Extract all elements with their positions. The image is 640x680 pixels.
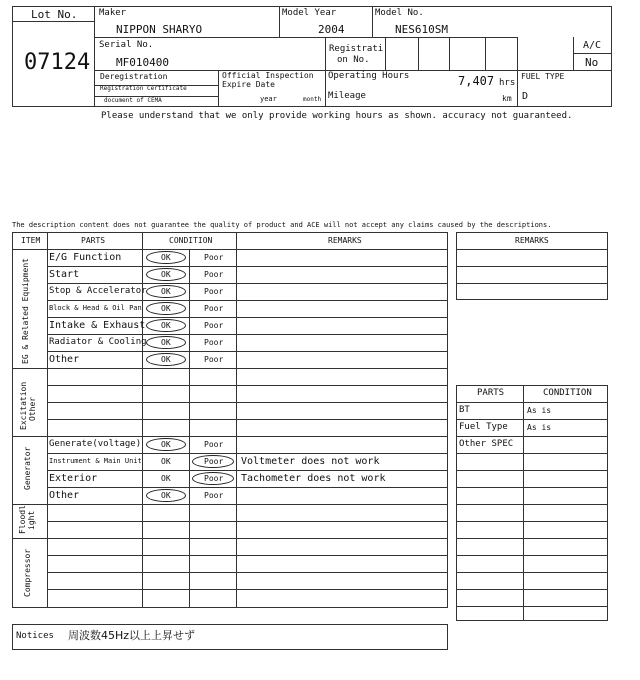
col-condition-header: CONDITION: [169, 236, 213, 245]
notices-text: 周波数45Hz以上上昇せず: [68, 629, 196, 642]
col-item-header: ITEM: [21, 236, 41, 245]
condition-poor-option: Poor: [204, 355, 224, 364]
disclaimer-text: The description content does not guarantee the quality of product and ACE will not accept any claims caused by the descriptions.: [12, 221, 552, 229]
condition-poor-option: Poor: [204, 270, 224, 279]
mileage-label: Mileage: [328, 91, 366, 101]
col-remarks-header: REMARKS: [328, 236, 362, 245]
row-part-label: Block & Head & Oil Pan: [49, 304, 142, 312]
ok-selected-circle: [146, 285, 186, 298]
model-year-value: 2004: [318, 23, 345, 36]
ok-selected-circle: [146, 489, 186, 502]
registration-certificate-label: Registration Certificate: [100, 85, 187, 92]
ok-selected-circle: [146, 302, 186, 315]
poor-selected-circle: [192, 455, 234, 468]
ok-selected-circle: [146, 353, 186, 366]
spec-condition-value: As is: [527, 406, 552, 415]
deregistration-label: Deregistration: [100, 72, 168, 81]
row-part-label: E/G Function: [49, 251, 122, 263]
notices-label: Notices: [16, 631, 54, 641]
spec-part-label: BT: [459, 405, 470, 415]
operating-hours-label: Operating Hours: [328, 71, 410, 81]
month-label: month: [303, 96, 322, 103]
group-excitation-label-2: Other: [28, 396, 37, 421]
poor-selected-circle: [192, 472, 234, 485]
lot-label: Lot No.: [31, 8, 78, 21]
spec-condition-value: As is: [527, 423, 552, 432]
condition-ok-option: OK: [161, 270, 171, 279]
model-no-label: Model No.: [375, 8, 424, 18]
group-generator-label: Generator: [23, 446, 32, 490]
model-year-label: Model Year: [282, 8, 337, 18]
maker-value: NIPPON SHARYO: [116, 23, 203, 36]
condition-ok-option: OK: [161, 491, 171, 500]
condition-poor-option: Poor: [204, 253, 224, 262]
condition-poor-option: Poor: [204, 321, 224, 330]
condition-poor-option: Poor: [204, 457, 224, 466]
year-label: year: [260, 95, 277, 103]
condition-ok-option: OK: [161, 287, 171, 296]
serial-label: Serial No.: [99, 40, 154, 50]
operating-hours-value: 7,407: [458, 74, 495, 88]
condition-ok-option: OK: [161, 304, 171, 313]
row-part-label: Exterior: [49, 472, 98, 484]
registration-label-2: on No.: [337, 55, 370, 65]
condition-ok-option: OK: [161, 253, 171, 262]
ok-selected-circle: [146, 319, 186, 332]
condition-poor-option: Poor: [204, 338, 224, 347]
fuel-type-label: FUEL TYPE: [521, 72, 565, 81]
condition-poor-option: Poor: [204, 440, 224, 449]
condition-poor-option: Poor: [204, 491, 224, 500]
condition-poor-option: Poor: [204, 474, 224, 483]
cema-label: document of CEMA: [104, 97, 162, 104]
right-remarks-header: REMARKS: [515, 236, 549, 245]
serial-value: MF010400: [116, 56, 169, 69]
group-excitation-label: Excitation: [19, 381, 28, 430]
registration-label: Registrati: [329, 44, 384, 54]
group-compressor-label: Compressor: [23, 548, 32, 597]
group-floodlight-label-2: ight: [27, 510, 36, 530]
working-hours-note: Please understand that we only provide working hours as shown. accuracy not guaranteed.: [101, 111, 573, 121]
mileage-unit: km: [502, 94, 512, 103]
ac-value: No: [585, 56, 599, 69]
ok-selected-circle: [146, 268, 186, 281]
right-parts-header: PARTS: [477, 388, 505, 398]
row-part-label: Intake & Exhaust: [49, 319, 146, 331]
condition-poor-option: Poor: [204, 287, 224, 296]
row-part-label: Radiator & Cooling: [49, 337, 147, 347]
group-floodlight-label: Floodl: [18, 505, 27, 534]
condition-poor-option: Poor: [204, 304, 224, 313]
col-parts-header: PARTS: [81, 236, 106, 245]
spec-box: [456, 385, 608, 621]
row-part-label: Instrument & Main Unit: [49, 457, 142, 465]
condition-ok-option: OK: [161, 338, 171, 347]
lot-number: 07124: [24, 50, 91, 75]
row-part-label: Other: [49, 353, 80, 365]
row-remark: Tachometer does not work: [241, 473, 386, 484]
group-eg-label: EG & Related Equipment: [21, 258, 30, 364]
row-part-label: Other: [49, 489, 80, 501]
condition-ok-option: OK: [161, 457, 171, 466]
row-remark: Voltmeter does not work: [241, 456, 380, 467]
fuel-type-value: D: [522, 91, 529, 102]
row-part-label: Stop & Accelerator: [49, 286, 147, 296]
condition-ok-option: OK: [161, 321, 171, 330]
model-no-value: NES610SM: [395, 23, 448, 36]
ok-selected-circle: [146, 251, 186, 264]
ac-label: A/C: [583, 40, 602, 51]
inspection-label-2: Expire Date: [222, 80, 275, 89]
inspection-label: Official Inspection: [222, 71, 314, 80]
ok-selected-circle: [146, 336, 186, 349]
spec-part-label: Other SPEC: [459, 439, 514, 449]
maker-label: Maker: [99, 8, 127, 18]
row-part-label: Generate(voltage): [49, 439, 142, 449]
ok-selected-circle: [146, 438, 186, 451]
hours-unit: hrs: [499, 78, 516, 88]
condition-ok-option: OK: [161, 440, 171, 449]
condition-ok-option: OK: [161, 355, 171, 364]
right-condition-header: CONDITION: [543, 388, 592, 398]
condition-ok-option: OK: [161, 474, 171, 483]
row-part-label: Start: [49, 268, 80, 280]
spec-part-label: Fuel Type: [459, 422, 508, 432]
